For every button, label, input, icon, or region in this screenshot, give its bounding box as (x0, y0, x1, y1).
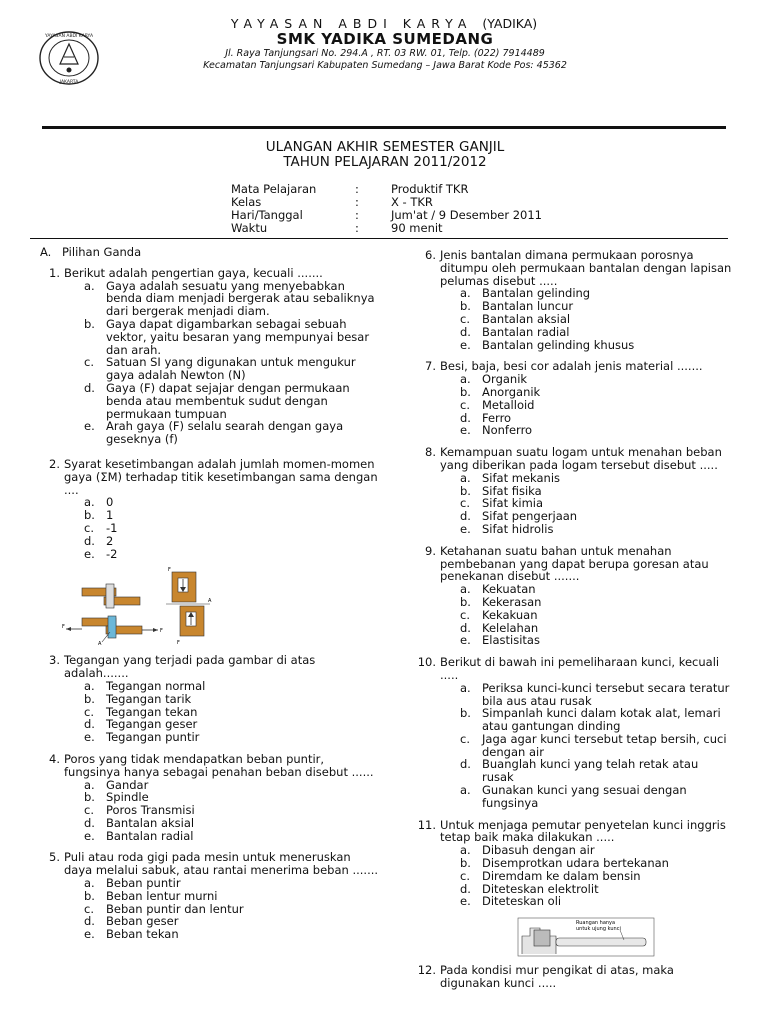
answer-option (84, 680, 380, 693)
option-text: Gaya dapat digambarkan sebagai sebuah vektor, yaitu besaran yang mempunyai besar dan arah. (106, 316, 370, 357)
option-text: Gaya (F) dapat sejajar dengan permukaan benda atau membentuk sudut dengan permukaan tumpuan (106, 380, 350, 421)
option-text: Organik (482, 372, 528, 387)
question-8 (416, 446, 732, 536)
option-letter: d. (84, 533, 95, 548)
option-letter: c. (460, 868, 470, 883)
option-letter: e. (460, 423, 471, 438)
exam-info: Mata Pelajaran : Produktif TKR Kelas : X - TKR Hari/Tanggal : Jum'at / 9 Desember 2011 Waktu : 90 menit (231, 182, 542, 235)
question-text: Poros yang tidak mendapatkan beban puntir, fungsinya hanya sebagai penahan beban disebut ...... (64, 751, 374, 779)
question-stem (40, 267, 380, 280)
question-text: Untuk menjaga pemutar penyetelan kunci inggris tetap baik maka dilakukan ..... (440, 817, 726, 845)
option-letter: b. (460, 856, 471, 871)
option-letter: b. (460, 299, 471, 314)
question-stem (416, 819, 732, 845)
exam-title: ULANGAN AKHIR SEMESTER GANJIL TAHUN PELAJARAN 2011/2012 (265, 139, 505, 170)
option-letter: a. (84, 678, 95, 693)
section-heading: A. Pilihan Ganda (40, 245, 142, 259)
option-letter: a. (84, 876, 95, 891)
option-letter: b. (460, 384, 471, 399)
question-number: 1. (49, 265, 60, 280)
question-number: 7. (425, 359, 436, 374)
option-letter: e. (84, 730, 95, 745)
option-text: Bantalan gelinding (482, 286, 591, 301)
answer-option (460, 596, 732, 609)
header-divider (42, 126, 726, 129)
option-letter: c. (84, 520, 94, 535)
option-letter: a. (460, 783, 471, 798)
option-letter: a. (460, 372, 471, 387)
question-4 (40, 753, 380, 843)
option-text: Sifat fisika (482, 483, 542, 498)
option-text: Buanglah kunci yang telah retak atau rusak (482, 757, 699, 785)
answer-option (84, 817, 380, 830)
left-column (40, 246, 380, 941)
answer-option (460, 784, 732, 810)
option-text: Gunakan kunci yang sesuai dengan fungsinya (482, 783, 687, 810)
option-letter: e. (84, 546, 95, 561)
option-text: Kekerasan (482, 594, 542, 609)
fig1-label-f-right: F (160, 628, 163, 635)
option-text: Dibasuh dengan air (482, 843, 595, 858)
wrench-clearance-figure (516, 916, 656, 958)
info-divider (30, 238, 728, 239)
question-stem (40, 753, 380, 779)
fig1-label-a-right: A (208, 598, 212, 605)
option-text: Bantalan aksial (482, 311, 571, 326)
answer-option (460, 386, 732, 399)
question-stem (416, 446, 732, 472)
option-letter: c. (460, 397, 470, 412)
option-letter: c. (460, 607, 470, 622)
option-letter: a. (460, 286, 471, 301)
option-text: Kekakuan (482, 607, 538, 622)
option-text: Kelelahan (482, 620, 539, 635)
question-10 (416, 656, 732, 810)
option-letter: d. (460, 757, 471, 772)
answer-option (460, 523, 732, 536)
answer-option (460, 399, 732, 412)
option-text: Poros Transmisi (106, 803, 195, 818)
question-number: 10. (417, 655, 436, 670)
option-letter: e. (460, 521, 471, 536)
question-text: Besi, baja, besi cor adalah jenis material ....... (440, 359, 703, 374)
answer-option (460, 326, 732, 339)
question-11 (416, 819, 732, 909)
option-text: Tegangan normal (106, 678, 206, 693)
option-letter: a. (84, 495, 95, 510)
answer-option (84, 356, 380, 382)
question-stem (40, 851, 380, 877)
answer-option (84, 522, 380, 535)
question-text: Syarat kesetimbangan adalah jumlah momen-momen gaya (ΣM) terhadap titik kesetimbangan sama dengan .... (64, 456, 378, 497)
option-letter: d. (84, 717, 95, 732)
option-text: Diremdam ke dalam bensin (482, 868, 641, 883)
option-text: Sifat hidrolis (482, 521, 554, 536)
answer-option (84, 830, 380, 843)
option-letter: c. (84, 355, 94, 370)
option-letter: b. (460, 483, 471, 498)
question-number: 6. (425, 248, 436, 262)
answer-option (84, 804, 380, 817)
answer-option (84, 535, 380, 548)
answer-option (460, 895, 732, 908)
answer-option (84, 693, 380, 706)
answer-option (84, 731, 380, 744)
option-text: 1 (106, 508, 114, 523)
option-text: Bantalan aksial (106, 815, 195, 830)
answer-option (460, 707, 732, 733)
option-letter: d. (460, 324, 471, 339)
answer-option (84, 420, 380, 446)
option-letter: e. (84, 419, 95, 434)
question-number: 8. (425, 445, 436, 460)
answer-option (460, 870, 732, 883)
question-9 (416, 545, 732, 647)
school-logo (38, 30, 100, 86)
question-text: Puli atau roda gigi pada mesin untuk meneruskan daya melalui sabuk, atau rantai menerima beban ....... (64, 850, 379, 878)
option-text: Bantalan radial (106, 828, 194, 843)
question-number: 2. (49, 456, 60, 471)
question-text: Jenis bantalan dimana permukaan porosnya ditumpu oleh permukaan bantalan dengan lapisan pelumas disebut ..... (440, 248, 732, 288)
option-letter: d. (84, 815, 95, 830)
option-letter: a. (460, 843, 471, 858)
option-letter: a. (460, 680, 471, 695)
option-text: Bantalan radial (482, 324, 570, 339)
answer-option (84, 496, 380, 509)
fig1-label-f-left: F (62, 624, 65, 631)
answer-option (460, 339, 732, 352)
school-name: SMK YADIKA SUMEDANG (276, 30, 494, 48)
question-text: Pada kondisi mur pengikat di atas, maka digunakan kunci ..... (440, 963, 674, 991)
option-text: 2 (106, 533, 114, 548)
shear-stress-figure (62, 566, 222, 646)
option-letter: e. (84, 927, 95, 942)
option-text: Sifat mekanis (482, 470, 561, 485)
option-letter: d. (460, 410, 471, 425)
option-text: Metalloid (482, 397, 535, 412)
option-text: Kekuatan (482, 582, 536, 597)
option-text: Tegangan geser (106, 717, 198, 732)
option-letter: b. (84, 888, 95, 903)
school-address: Jl. Raya Tanjungsari No. 294.A , RT. 03 RW. 01, Telp. (022) 7914489 Kecamatan Tanjungsari Kabupaten Sumedang – Jawa Barat Kode Pos: 45362 (203, 48, 567, 71)
option-text: Spindle (106, 790, 149, 805)
option-text: Beban tekan (106, 927, 179, 942)
fig2-caption-2: untuk ujung kunci (576, 926, 621, 933)
answer-option (460, 583, 732, 596)
question-text: Berikut di bawah ini pemeliharaan kunci, kecuali ..... (440, 655, 720, 682)
option-letter: d. (84, 914, 95, 929)
answer-option (84, 280, 380, 318)
option-text: Arah gaya (F) selalu searah dengan gaya geseknya (f) (106, 419, 344, 447)
question-number: 11. (417, 817, 436, 832)
option-text: Ferro (482, 410, 512, 425)
svg-text:YAYASAN ABDI KARYA: YAYASAN ABDI KARYA (44, 34, 94, 39)
option-letter: d. (460, 881, 471, 896)
question-stem (40, 654, 380, 680)
answer-option (84, 318, 380, 356)
question-2 (40, 458, 380, 560)
answer-option (84, 548, 380, 561)
answer-option (84, 928, 380, 941)
question-stem (416, 964, 732, 990)
question-stem (416, 545, 732, 583)
answer-option (460, 733, 732, 759)
option-letter: c. (84, 704, 94, 719)
option-text: Beban puntir (106, 876, 181, 891)
option-text: Beban lentur murni (106, 888, 218, 903)
question-12 (416, 964, 732, 990)
option-text: Anorganik (482, 384, 541, 399)
fig1-label-a-left: A (98, 641, 102, 647)
option-text: 0 (106, 495, 114, 510)
question-3 (40, 654, 380, 744)
option-letter: a. (84, 777, 95, 792)
option-letter: d. (460, 509, 471, 524)
option-text: Sifat kimia (482, 496, 544, 511)
option-text: Beban puntir dan lentur (106, 901, 244, 916)
option-letter: c. (84, 803, 94, 818)
question-text: Tegangan yang terjadi pada gambar di atas adalah....... (64, 653, 316, 681)
option-text: -1 (106, 520, 118, 535)
answer-option (460, 313, 732, 326)
option-letter: a. (460, 470, 471, 485)
answer-option (84, 890, 380, 903)
option-letter: b. (84, 316, 95, 331)
question-5 (40, 851, 380, 941)
question-stem (416, 249, 732, 287)
option-text: Simpanlah kunci dalam kotak alat, lemari atau gantungan dinding (482, 706, 721, 734)
option-text: Tegangan tekan (106, 704, 198, 719)
option-letter: e. (460, 633, 471, 648)
option-text: Tegangan tarik (106, 691, 192, 706)
option-letter: c. (460, 496, 470, 511)
question-number: 4. (49, 751, 60, 766)
question-number: 12. (417, 963, 436, 978)
answer-option (460, 634, 732, 647)
question-stem (40, 458, 380, 496)
option-text: Gandar (106, 777, 149, 792)
question-number: 5. (49, 850, 60, 865)
option-letter: b. (460, 706, 471, 721)
question-6 (416, 249, 732, 351)
question-7 (416, 360, 732, 437)
option-letter: b. (84, 508, 95, 523)
option-letter: e. (84, 828, 95, 843)
option-letter: b. (84, 790, 95, 805)
option-text: Jaga agar kunci tersebut tetap bersih, cuci dengan air (482, 731, 727, 759)
option-text: Bantalan gelinding khusus (482, 337, 635, 352)
question-1 (40, 267, 380, 446)
option-letter: e. (460, 894, 471, 909)
option-letter: c. (460, 311, 470, 326)
question-text: Ketahanan suatu bahan untuk menahan pembebanan yang dapat berupa goresan atau penekanan disebut ....... (440, 543, 709, 584)
answer-option (84, 382, 380, 420)
question-text: Kemampuan suatu logam untuk menahan beban yang diberikan pada logam tersebut disebut ..... (440, 445, 722, 472)
option-text: Beban geser (106, 914, 179, 929)
option-text: Diteteskan elektrolit (482, 881, 599, 896)
answer-option (460, 682, 732, 708)
option-text: Satuan SI yang digunakan untuk mengukur gaya adalah Newton (N) (106, 355, 356, 383)
answer-option (460, 857, 732, 870)
option-letter: b. (460, 594, 471, 609)
question-text: Berikut adalah pengertian gaya, kecuali ....... (64, 265, 323, 280)
question-stem (416, 656, 732, 682)
fig1-label-f-bottom: F (177, 640, 180, 647)
option-text: Tegangan puntir (106, 730, 200, 745)
option-letter: d. (460, 620, 471, 635)
option-text: Gaya adalah sesuatu yang menyebabkan benda diam menjadi bergerak atau sebaliknya dari bergerak menjadi diam. (106, 278, 375, 319)
option-letter: a. (460, 582, 471, 597)
option-letter: d. (84, 380, 95, 395)
foundation-name: YAYASAN ABDI KARYA (YADIKA) (230, 16, 538, 31)
answer-option (460, 609, 732, 622)
option-letter: e. (460, 337, 471, 352)
question-number: 3. (49, 653, 60, 668)
answer-option (84, 509, 380, 522)
option-text: Bantalan luncur (482, 299, 574, 314)
option-letter: b. (84, 691, 95, 706)
right-column (416, 246, 732, 990)
option-text: Periksa kunci-kunci tersebut secara teratur bila aus atau rusak (482, 680, 730, 708)
answer-option (460, 424, 732, 437)
fig2-caption-1: Ruangan hanya (576, 920, 616, 927)
option-text: Elastisitas (482, 633, 540, 648)
fig1-label-f-top: F (168, 567, 171, 574)
option-text: Nonferro (482, 423, 533, 438)
answer-option (460, 472, 732, 485)
option-letter: a. (84, 278, 95, 293)
option-text: -2 (106, 546, 118, 561)
question-number: 9. (425, 543, 436, 558)
answer-option (460, 758, 732, 784)
answer-option (84, 877, 380, 890)
option-text: Sifat pengerjaan (482, 509, 578, 524)
option-text: Diteteskan oli (482, 894, 562, 909)
svg-text:JAKARTA: JAKARTA (59, 80, 79, 85)
option-letter: c. (84, 901, 94, 916)
option-letter: c. (460, 731, 470, 746)
option-text: Disemprotkan udara bertekanan (482, 856, 669, 871)
